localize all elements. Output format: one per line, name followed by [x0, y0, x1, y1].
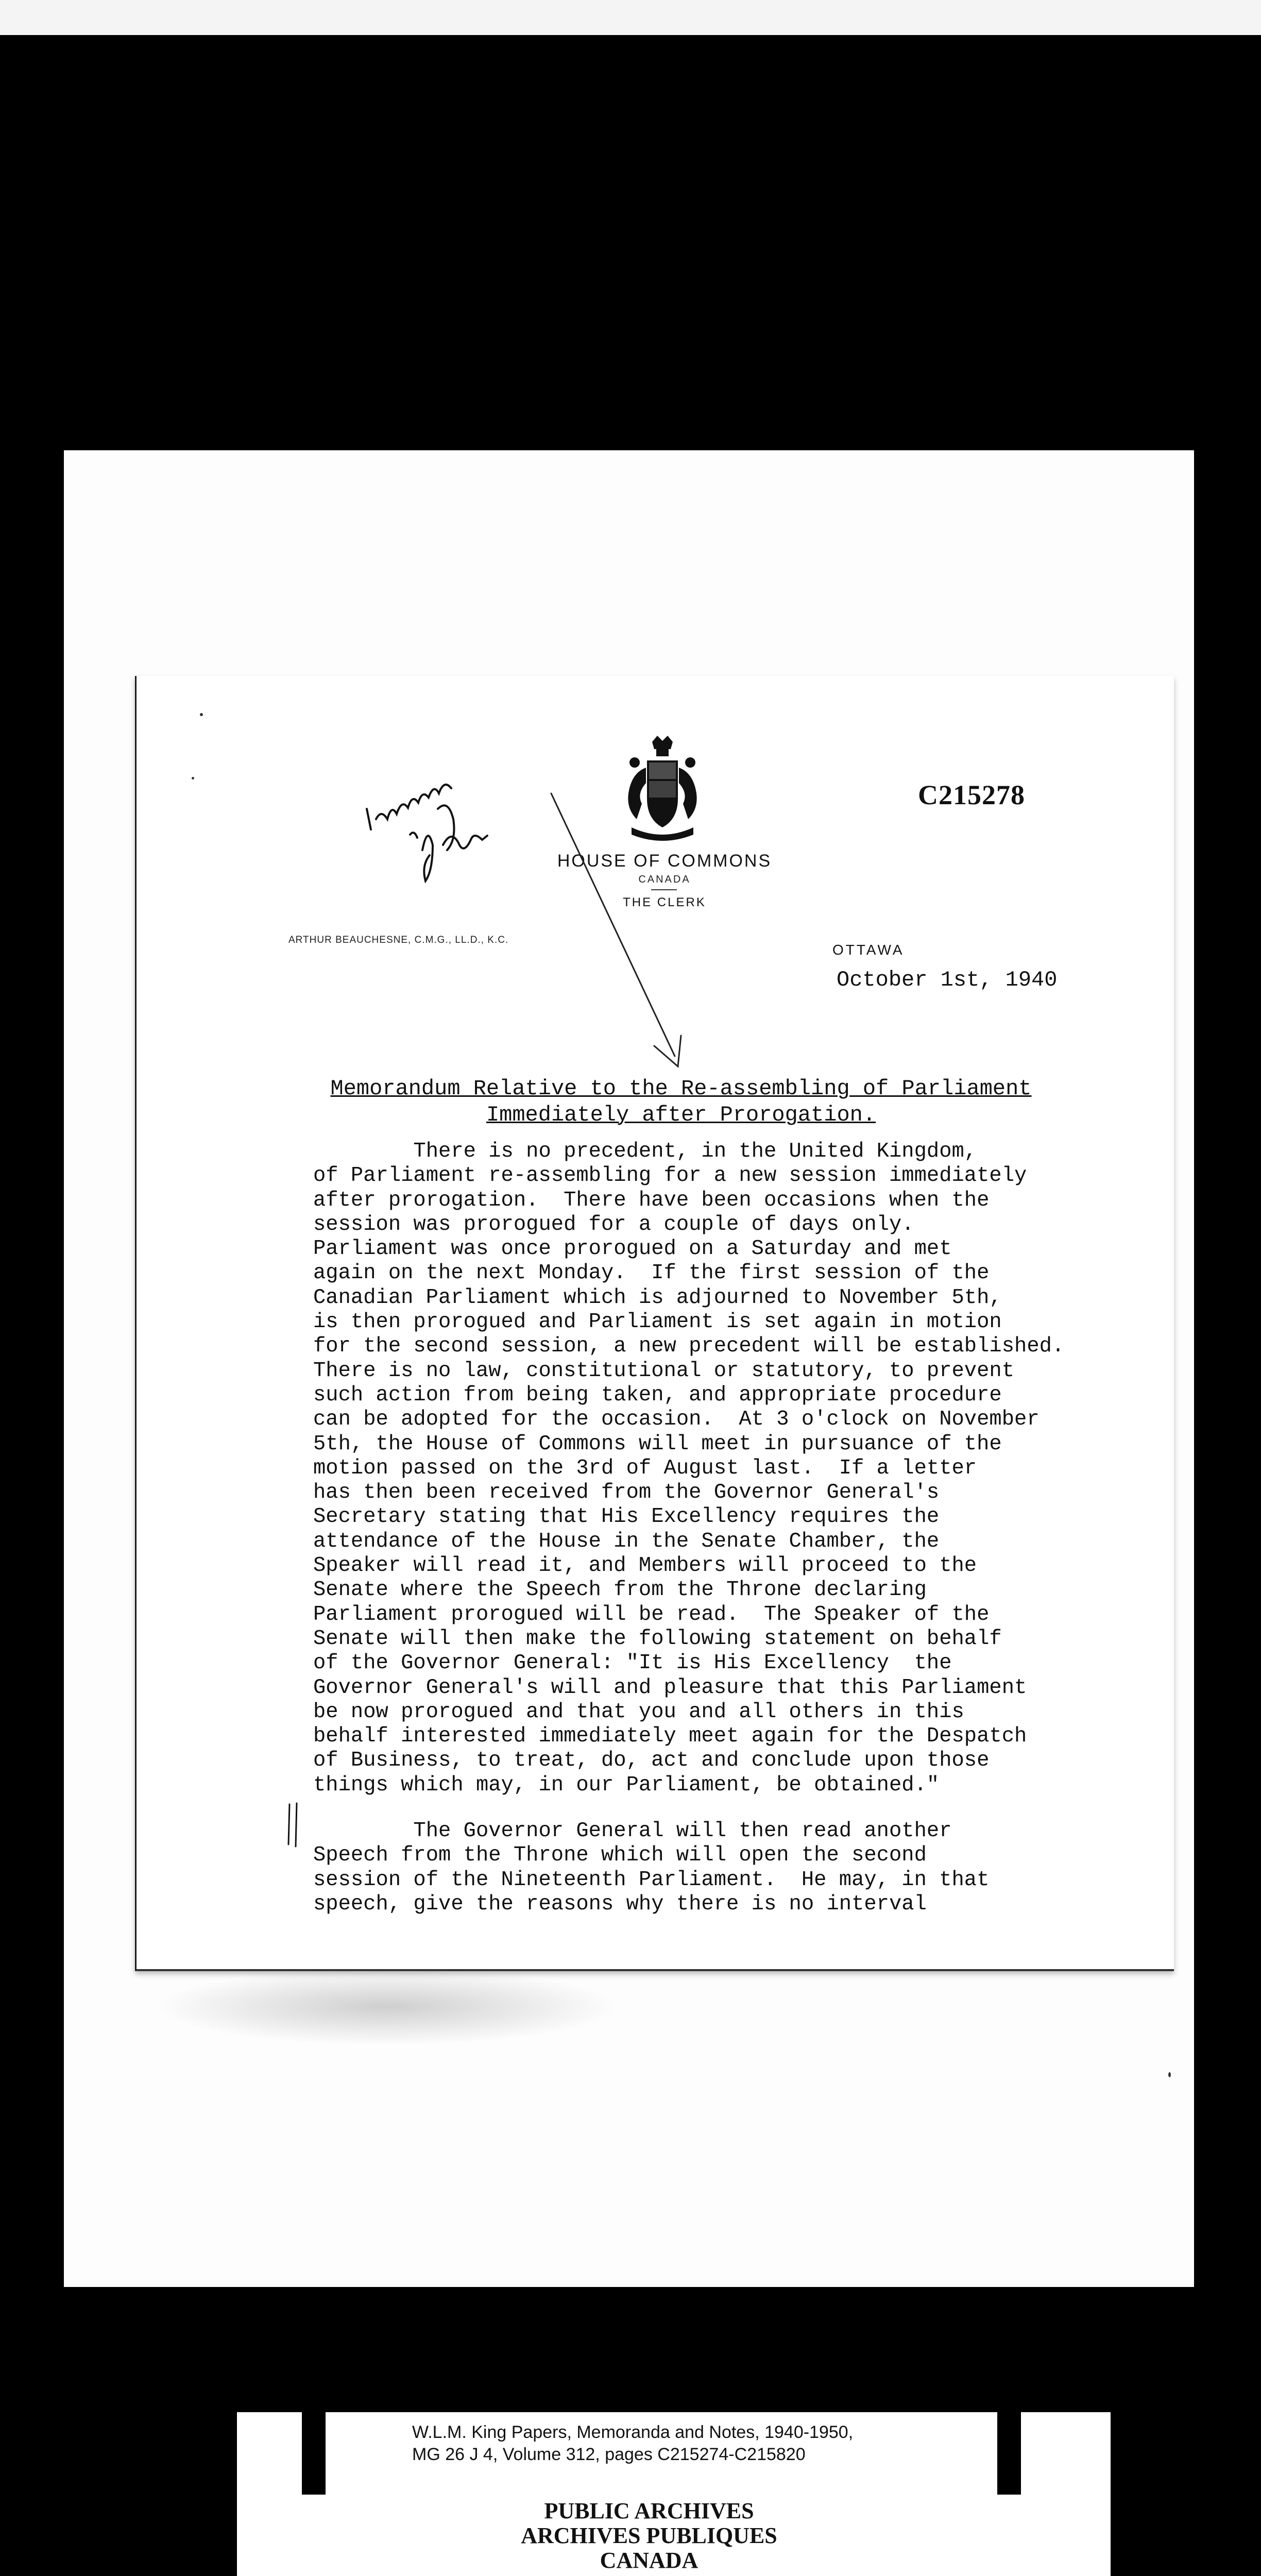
shadow-smudge: [155, 1968, 618, 2045]
archive-label-tab-left: [302, 2412, 326, 2495]
handwritten-annotation: [361, 742, 536, 896]
reference-number-stamp: C215278: [918, 779, 1025, 810]
letter-date: October 1st, 1940: [837, 968, 1058, 992]
memorandum-title: [315, 1076, 1047, 1128]
stray-mark: [192, 777, 194, 779]
letterhead-city: OTTAWA: [832, 942, 905, 958]
arrow-annotation-icon: [546, 788, 690, 1077]
letterhead-clerk-name: ARTHUR BEAUCHESNE, C.M.G., LL.D., K.C.: [288, 935, 509, 945]
archive-citation: [412, 2421, 853, 2466]
archive-citation-line2: MG 26 J 4, Volume 312, pages C215274-C215820: [412, 2445, 806, 2464]
archive-citation-line1: W.L.M. King Papers, Memoranda and Notes, 1940-1950,: [412, 2422, 854, 2442]
archive-label-tab-right: [997, 2412, 1021, 2495]
letterhead-house: HOUSE OF COMMONS: [557, 851, 772, 871]
stray-mark: [1168, 2072, 1171, 2077]
archives-name-en: PUBLIC ARCHIVES: [544, 2498, 754, 2523]
letterhead-country: CANADA: [638, 874, 691, 885]
archives-name-fr: ARCHIVES PUBLIQUES: [521, 2523, 777, 2548]
film-top-strip: [0, 0, 1261, 35]
archives-country: CANADA: [600, 2548, 698, 2573]
memorandum-title-line1: Memorandum Relative to the Re-assembling of Parliament: [330, 1076, 1032, 1101]
margin-double-line-mark: [286, 1801, 302, 1848]
memorandum-title-line2: Immediately after Prorogation.: [486, 1103, 876, 1127]
memorandum-paragraph-1: There is no precedent, in the United Kingdom, of Parliament re-assembling for a new session immediately after prorogation. There have been occasions when the session was prorogued for a couple of days only. Parliament was once prorogued on a Saturday and met again on the next Monday. If the first session of the Canadian Parliament which is adjourned to November 5th, is then prorogued and Parliament is set again in motion for the second session, a new precedent will be established. There is no law, constitutional or statutory, to prevent such action from being taken, and appropriate procedure can be adopted for the occasion. At 3 o'clock on November 5th, the House of Commons will meet in pursuance of the motion passed on the 3rd of August last. If a letter has then been received from the Governor General's Secretary stating that His Excellency requires the attendance of the House in the Senate Chamber, the Speaker will read it, and Members will proceed to the Senate where the Speech from the Throne declaring Parliament prorogued will be read. The Speaker of the Senate will then make the following statement on behalf of the Governor General: "It is His Excellency the Governor General's will and pleasure that this Parliament be now prorogued and that you and all others in this behalf interested immediately meet again for the Despatch of Business, to treat, do, act and conclude upon those things which may, in our Parliament, be obtained.": [313, 1140, 1065, 1797]
archives-stamp: [391, 2499, 907, 2573]
stray-mark: [200, 713, 203, 716]
memorandum-body: [313, 1140, 1091, 1917]
memorandum-paragraph-2: The Governor General will then read another Speech from the Throne which will open the second session of the Nineteenth Parliament. He may, in that speech, give the reasons why there is no interval: [313, 1819, 990, 1916]
letterhead-office: THE CLERK: [623, 895, 706, 909]
